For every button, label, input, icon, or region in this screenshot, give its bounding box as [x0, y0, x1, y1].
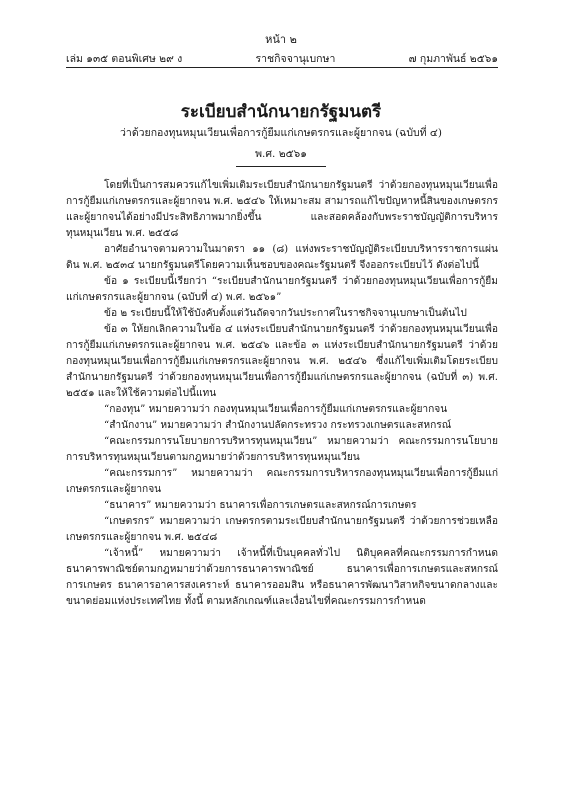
definition-office: “สำนักงาน” หมายความว่า สำนักงานปลัดกระทรวง กระทรวงเกษตรและสหกรณ์: [104, 420, 452, 431]
definition-farmer: “เกษตรกร” หมายความว่า เกษตรกรตามระเบียบสำนักนายกรัฐมนตรี ว่าด้วยการช่วยเหลือเกษตรกรและผู้ยากจน พ.ศ. ๒๕๔๘: [66, 516, 498, 543]
paragraph-preamble: โดยที่เป็นการสมควรแก้ไขเพิ่มเติมระเบียบสำนักนายกรัฐมนตรี ว่าด้วยกองทุนหมุนเวียนเพื่อการกู้ยืมแก่เกษตรกรและผู้ยากจน พ.ศ. ๒๕๔๖ ให้เหมาะสม สามารถแก้ไขปัญหาหนี้สินของเกษตรกรและผู้ยากจนได้อย่างมีประสิทธิภาพมากยิ่งขึ้น และสอดคล้องกับพระราชบัญญัติการบริหารทุนหมุนเวียน พ.ศ. ๒๕๕๘: [66, 180, 498, 239]
volume-info: เล่ม ๑๓๕ ตอนพิเศษ ๒๙ ง: [66, 53, 183, 65]
title-rule: [236, 166, 326, 167]
document-subtitle: ว่าด้วยกองทุนหมุนเวียนเพื่อการกู้ยืมแก่เกษตรกรและผู้ยากจน (ฉบับที่ ๔): [120, 127, 442, 139]
clause-3: ข้อ ๓ ให้ยกเลิกความในข้อ ๔ แห่งระเบียบสำนักนายกรัฐมนตรี ว่าด้วยกองทุนหมุนเวียนเพื่อการกู้ยืมแก่เกษตรกรและผู้ยากจน พ.ศ. ๒๕๔๖ และข้อ ๓ แห่งระเบียบสำนักนายกรัฐมนตรี ว่าด้วยกองทุนหมุนเวียนเพื่อการกู้ยืมแก่เกษตรกรและผู้ยากจน พ.ศ. ๒๕๔๖ ซึ่งแก้ไขเพิ่มเติมโดยระเบียบสำนักนายกรัฐมนตรี ว่าด้วยกองทุนหมุนเวียนเพื่อการกู้ยืมแก่เกษตรกรและผู้ยากจน (ฉบับที่ ๓) พ.ศ. ๒๕๕๑ และให้ใช้ความต่อไปนี้แทน: [66, 324, 498, 399]
page-number: หน้า ๒: [265, 33, 297, 46]
publish-date: ๗ กุมภาพันธ์ ๒๕๖๑: [408, 53, 498, 65]
paragraph-authority: อาศัยอำนาจตามความในมาตรา ๑๑ (๘) แห่งพระราชบัญญัติระเบียบบริหารราชการแผ่นดิน พ.ศ. ๒๕๓๔ นายกรัฐมนตรีโดยความเห็นชอบของคณะรัฐมนตรี จึงออกระเบียบไว้ ดังต่อไปนี้: [66, 244, 498, 271]
definition-policy-committee: “คณะกรรมการนโยบายการบริหารทุนหมุนเวียน” หมายความว่า คณะกรรมการนโยบายการบริหารทุนหมุนเวียนตามกฎหมายว่าด้วยการบริหารทุนหมุนเวียน: [66, 436, 498, 463]
definition-committee: “คณะกรรมการ” หมายความว่า คณะกรรมการบริหารกองทุนหมุนเวียนเพื่อการกู้ยืมแก่เกษตรกรและผู้ยากจน: [66, 468, 498, 495]
header-rule: [66, 67, 498, 68]
clause-1: ข้อ ๑ ระเบียบนี้เรียกว่า “ระเบียบสำนักนายกรัฐมนตรี ว่าด้วยกองทุนหมุนเวียนเพื่อการกู้ยืมแก่เกษตรกรและผู้ยากจน (ฉบับที่ ๔) พ.ศ. ๒๕๖๑”: [66, 276, 498, 303]
gazette-header: [66, 50, 498, 67]
document-body: [66, 178, 498, 610]
definition-fund: “กองทุน” หมายความว่า กองทุนหมุนเวียนเพื่อการกู้ยืมแก่เกษตรกรและผู้ยากจน: [104, 404, 448, 415]
document-title: ระเบียบสำนักนายกรัฐมนตรี: [180, 102, 382, 122]
clause-2: ข้อ ๒ ระเบียบนี้ให้ใช้บังคับตั้งแต่วันถัดจากวันประกาศในราชกิจจานุเบกษาเป็นต้นไป: [104, 308, 467, 319]
definition-bank: “ธนาคาร” หมายความว่า ธนาคารเพื่อการเกษตรและสหกรณ์การเกษตร: [104, 500, 417, 511]
definition-creditor: “เจ้าหนี้” หมายความว่า เจ้าหนี้ที่เป็นบุคคลทั่วไป นิติบุคคลที่คณะกรรมการกำหนด ธนาคารพาณิชย์ตามกฎหมายว่าด้วยการธนาคารพาณิชย์ ธนาคารเพื่อการเกษตรและสหกรณ์การเกษตร ธนาคารอาคารสงเคราะห์ ธนาคารออมสิน หรือธนาคารพัฒนาวิสาหกิจขนาดกลางและขนาดย่อมแห่งประเทศไทย ทั้งนี้ ตามหลักเกณฑ์และเงื่อนไขที่คณะกรรมการกำหนด: [66, 548, 498, 607]
document-year: พ.ศ. ๒๕๖๑: [255, 148, 307, 160]
gazette-name: ราชกิจจานุเบกษา: [255, 53, 336, 65]
